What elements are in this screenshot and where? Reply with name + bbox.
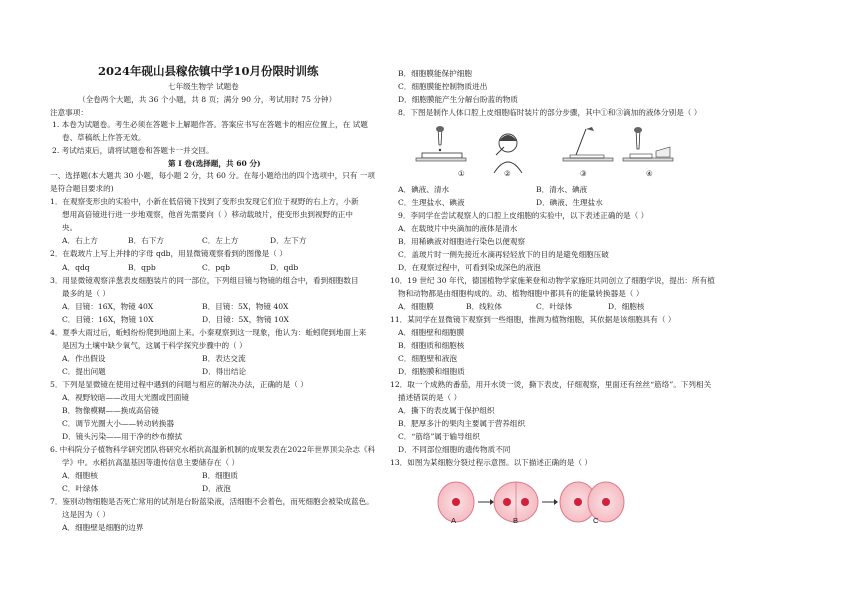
question-stem: 央。 [62, 223, 78, 232]
notice-title: 注意事项： [50, 108, 88, 117]
question-stem: 8．下图是制作人体口腔上皮细胞临时装片的部分步骤，其中①和③滴加的液体分别是（ ） [398, 108, 702, 117]
question-stem: 学》中。水稻抗高温基因等遗传信息主要储存在（ ） [62, 458, 240, 467]
slide-preparation-figure [408, 125, 678, 180]
option: C．叶绿体 [536, 302, 573, 311]
exam-subtitle: 七年级生物学 试题卷 [168, 82, 239, 91]
option: B．qpb [128, 263, 156, 272]
person-step-2 [494, 134, 522, 173]
option: C．“筋络”属于输导组织 [398, 432, 480, 441]
option: A．右上方 [62, 236, 98, 245]
option: A．撕下的表皮属于保护组织 [398, 406, 495, 415]
exam-title: 2024年砚山县稼依镇中学10月份限时训练 [98, 64, 319, 78]
figure-label: ① [458, 169, 465, 178]
option: A．碘液、清水 [398, 185, 450, 194]
slide-step-3 [563, 127, 613, 161]
option: B．用稀碘液对细胞进行染色以便观察 [398, 237, 526, 246]
question-stem: 3．用显微镜观察洋葱表皮细胞装片的同一部位，下列组目镜与物镜的组合中，看到细胞数目 [50, 276, 359, 285]
option: A．细胞膜 [398, 302, 434, 311]
figure-label: ③ [580, 169, 587, 178]
option: D．细胞核 [608, 302, 645, 311]
question-stem: 这是因为（ ） [62, 510, 110, 519]
option: B．细胞质 [202, 471, 238, 480]
figure-label: ④ [646, 169, 653, 178]
option: C．目镜：16X，物镜 10X [62, 315, 154, 324]
option: B．线粒体 [466, 302, 502, 311]
question-stem: 是因为土壤中缺少氧气，这属于科学探究步骤中的（ ） [62, 341, 247, 350]
option: C．调节光圈大小——转动转换器 [62, 419, 175, 428]
option: D．碘液、生理盐水 [536, 198, 603, 207]
question-stem: 6. 中科院分子植物科学研究团队将研究水稻抗高温新机制的成果发表在2022年世界顶尖杂志《科 [50, 445, 376, 454]
notice-line: 2. 考试结束后，请将试题卷和答题卡一并交回。 [52, 146, 214, 155]
question-stem: 10．19 世纪 30 年代，德国植物学家施莱登和动物学家施旺共同创立了细胞学说，提出：所有植 [390, 276, 715, 285]
option: D．液泡 [202, 484, 231, 493]
arrow-head-icon [554, 499, 558, 505]
figure-label: B [513, 516, 519, 525]
question-stem: 2．在载玻片上写上并排的字母 qdb，用显微镜观察看到的图像是（ ） [50, 249, 287, 258]
option: D．在观察过程中，可看到染成深色的液泡 [398, 263, 541, 272]
option: D．qdb [270, 263, 299, 272]
option: B．肥厚多汁的果肉主要属于营养组织 [398, 419, 526, 428]
question-stem: 5．下列是显微镜在使用过程中遇到的问题与相应的解决办法，正确的是（ ） [50, 380, 308, 389]
option: B．清水、碘液 [536, 185, 588, 194]
instruction-line: 是符合题目要求的) [50, 184, 114, 193]
figure-label: A [451, 516, 457, 525]
option: A．qdq [62, 263, 90, 272]
dropper-slide-step-4 [623, 127, 673, 161]
dropper-slide-step-1 [416, 126, 466, 161]
option: D．不同部位细胞的遗传物质不同 [398, 445, 511, 454]
question-stem: 12．取一个成熟的番茄，用开水烫一烫，撕下表皮，仔细观察，里面还有丝丝“筋络”。下列相关 [390, 380, 712, 389]
option: A．在载玻片中央滴加的液体是清水 [398, 224, 518, 233]
option: A．目镜：16X，物镜 40X [62, 302, 154, 311]
option: B．物像模糊——换成高倍镜 [62, 406, 159, 415]
option: A．作出假设 [62, 354, 106, 363]
figure-label: ② [504, 169, 511, 178]
option: B．细胞质和细胞核 [398, 341, 465, 350]
option: A．细胞壁是细胞的边界 [62, 523, 144, 532]
option: D．镜头污染——用干净的纱布擦拭 [62, 432, 182, 441]
option: B．目镜：5X，物镜 40X [202, 302, 289, 311]
notice-line: 卷、草稿纸上作答无效。 [62, 133, 146, 142]
option: C．细胞膜能控制物质进出 [398, 82, 488, 91]
option: C．叶绿体 [62, 484, 99, 493]
option: A．细胞核 [62, 471, 98, 480]
question-stem: 描述错误的是（ ） [398, 393, 462, 402]
question-stem: 13．如图为某细胞分裂过程示意图。以下描述正确的是（ ） [390, 458, 592, 467]
option: C．左上方 [202, 236, 239, 245]
exam-info: （全卷两个大题，共 36 个小题，共 8 页；满分 90 分，考试用时 75 分钟） [78, 95, 337, 104]
cell-c [560, 482, 624, 522]
option: C．细胞壁和液泡 [398, 354, 457, 363]
question-stem: 7．鉴别动物细胞是否死亡常用的试剂是台盼蓝染液，活细胞不会着色，而死细胞会被染成蓝色。 [50, 497, 374, 506]
section-heading: 第 Ⅰ 卷(选择题，共 60 分) [168, 159, 261, 168]
option: C．pqb [202, 263, 230, 272]
option: A．细胞壁和细胞膜 [398, 328, 465, 337]
option: B．右下方 [128, 236, 164, 245]
option: C．生理盐水、碘液 [398, 198, 465, 207]
notice-line: 1. 本卷为试题卷。考生必须在答题卡上解题作答。答案应书写在答题卡的相应位置上，在 试题 [52, 120, 368, 129]
question-stem: 4．夏季大雨过后，蚯蚓纷纷爬到地面上来。小秦观察到这一现象，他认为：蚯蚓爬到地面上来 [50, 328, 367, 337]
option: D．细胞膜能产生分解台盼蓝的物质 [398, 95, 518, 104]
question-stem: 物和动物都是由细胞构成的。动、植物细胞中都具有的能量转换器是（ ） [398, 289, 644, 298]
question-stem: 9．李同学在尝试观察人的口腔上皮细胞的实验中，以下表述正确的是（ ） [398, 211, 649, 220]
option: B．细胞膜能保护细胞 [398, 69, 472, 78]
figure-label: C [593, 516, 599, 525]
question-stem: 想用高倍镜进行进一步地观察，他首先需要向（ ）移动载玻片，使变形虫到视野的正中 [62, 210, 353, 219]
option: A．视野较暗——改用大光圈或凹面镜 [62, 393, 189, 402]
option: D．得出结论 [202, 367, 247, 376]
option: C．提出问题 [62, 367, 106, 376]
option: C．盖玻片时一侧先接近水滴再轻轻放下的目的是避免细胞压破 [398, 250, 609, 259]
question-stem: 11．某同学在显微镜下观察到一些细胞，推测为植物细胞，其依据是该细胞具有（ ） [390, 315, 676, 324]
question-stem: 最多的是（ ） [62, 289, 110, 298]
arrow-head-icon [490, 499, 494, 505]
cell-a [438, 482, 474, 522]
option: B．表达交流 [202, 354, 246, 363]
option: D．目镜：5X，物镜 10X [202, 315, 289, 324]
question-stem: 1．在观察变形虫的实验中，小新在低倍镜下找到了变形虫发现它们位于视野的右上方，小新 [50, 197, 359, 206]
option: D．细胞膜和细胞质 [398, 367, 465, 376]
instruction-line: 一、选择题(本大题共 30 小题，每小题 2 分，共 60 分。在每小题给出的四个选项中，只有 一项 [50, 171, 375, 180]
option: D．左下方 [270, 236, 307, 245]
